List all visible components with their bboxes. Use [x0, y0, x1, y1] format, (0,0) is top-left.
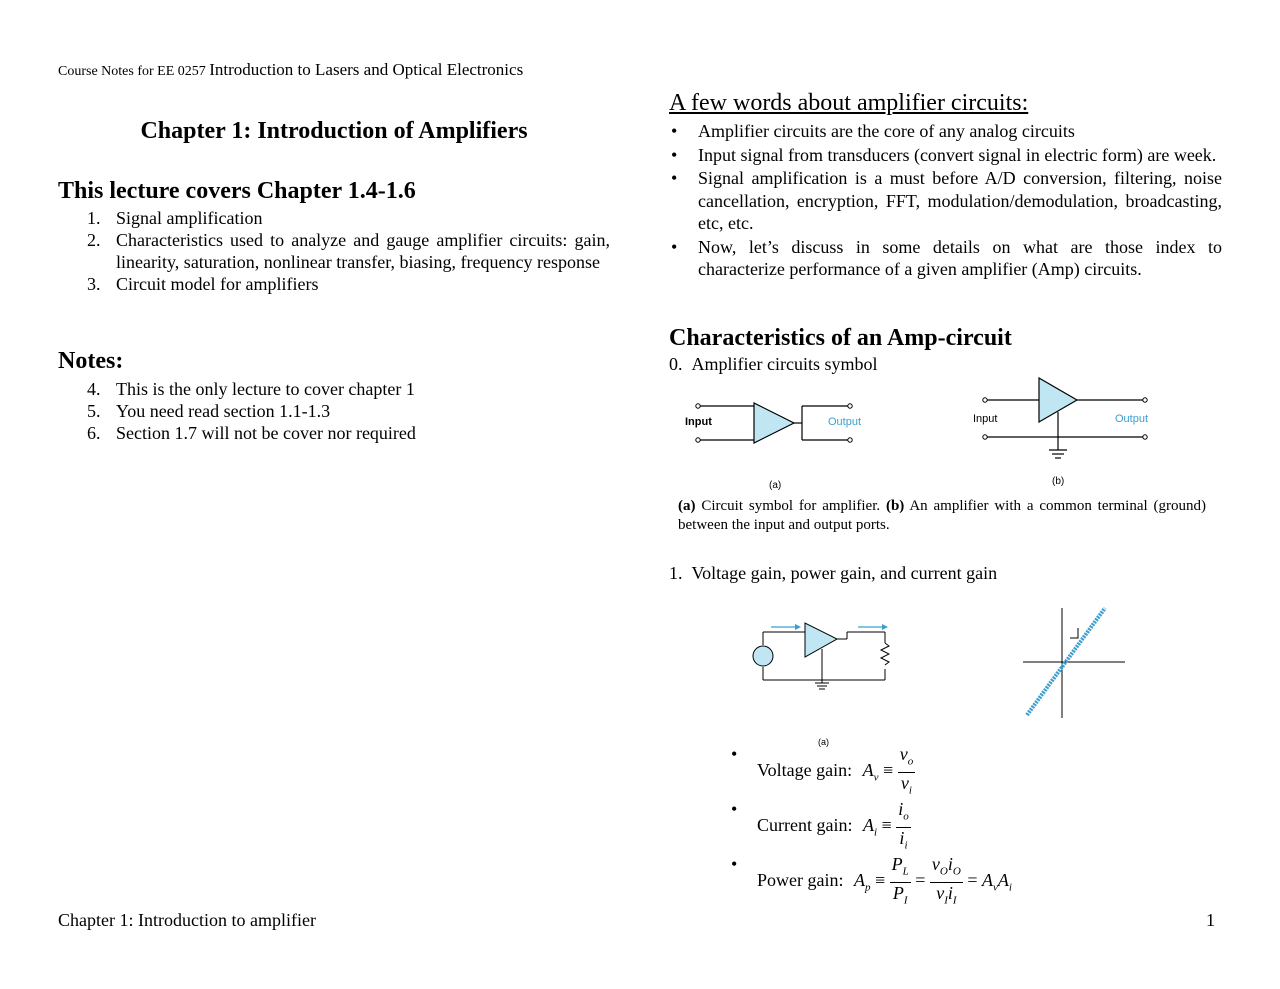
item-0-symbol: 0. Amplifier circuits symbol [669, 354, 878, 374]
list-item: 1. Signal amplification [87, 208, 263, 228]
voltage-gain-label: Voltage gain: [757, 760, 853, 781]
list-item: • Input signal from transducers (convert signal in electric form) are week. [669, 144, 1222, 167]
course-title: Introduction to Lasers and Optical Electronics [209, 60, 524, 79]
figure-caption: (a) Circuit symbol for amplifier. (b) An amplifier with a common terminal (ground) between the input and output ports. [678, 498, 1206, 533]
figure-a-label: (a) [769, 480, 782, 491]
list-item: 2. Characteristics used to analyze and gauge amplifier circuits: gain, linearity, saturation, nonlinear transfer, biasing, frequency response [87, 230, 610, 272]
amplifier-triangle [754, 403, 794, 443]
power-gain-label: Power gain: [757, 870, 844, 891]
transfer-characteristic-plot [1015, 600, 1140, 730]
list-item: 6. Section 1.7 will not be cover nor required [87, 423, 416, 443]
figure-b-input-label: Input [973, 413, 998, 425]
page-number: 1 [1206, 910, 1215, 930]
list-item: 4. This is the only lecture to cover chapter 1 [87, 379, 415, 399]
figure-a-output-label: Output [828, 416, 862, 428]
course-header [58, 60, 523, 80]
current-gain-equation: • Current gain: $A_i$ ≡ $\frac{i_o}{i_i}$ [731, 799, 909, 852]
notes-list [58, 378, 610, 444]
figure-b-label: (b) [1052, 476, 1065, 487]
list-item: • Signal amplification is a must before A/D conversion, filtering, noise cancellation, encryption, FFT, modulation/demodulation, broadcasting, etc, etc. [669, 167, 1222, 235]
amplifier-section-heading: A few words about amplifier circuits: [669, 90, 1029, 116]
list-item: • Amplifier circuits are the core of any analog circuits [669, 120, 1222, 143]
covers-list [58, 207, 610, 295]
current-gain-label: Current gain: [757, 815, 853, 836]
notes-heading: Notes: [58, 348, 124, 374]
item-1-gains: 1. Voltage gain, power gain, and current gain [669, 563, 998, 583]
list-item: 5. You need read section 1.1-1.3 [87, 401, 331, 421]
list-item: 3. Circuit model for amplifiers [87, 274, 319, 294]
power-gain-equation: • Power gain: $A_p$ ≡ $\frac{P_L}{P_I}$ = $\frac{v_Oi_O}{v_Ii_I}$ = $A_vA_i$ [731, 854, 1012, 907]
list-item: • Now, let’s discuss in some details on what are those index to characterize performance of a given amplifier (Amp) circuits. [669, 236, 1222, 281]
characteristics-heading: Characteristics of an Amp-circuit [669, 325, 1012, 351]
amplifier-symbol-figure-a [680, 395, 870, 495]
figure-a-input-label: Input [685, 416, 712, 428]
figure-b-output-label: Output [1115, 413, 1149, 425]
page-footer: Chapter 1: Introduction to amplifier [58, 910, 316, 930]
chapter-title: Chapter 1: Introduction of Amplifiers [140, 118, 528, 144]
amplifier-triangle [805, 623, 837, 657]
covers-heading: This lecture covers Chapter 1.4-1.6 [58, 178, 416, 204]
circuit-figure-label: (a) [818, 737, 829, 747]
voltage-gain-equation: • Voltage gain: $A_v$ ≡ $\frac{v_o}{v_i}$ [731, 744, 914, 797]
amplifier-bullets [669, 120, 1222, 282]
course-prefix: Course Notes for EE 0257 [58, 64, 206, 79]
amplifier-circuit-diagram [725, 615, 925, 755]
amplifier-symbol-figure-b [965, 372, 1165, 492]
